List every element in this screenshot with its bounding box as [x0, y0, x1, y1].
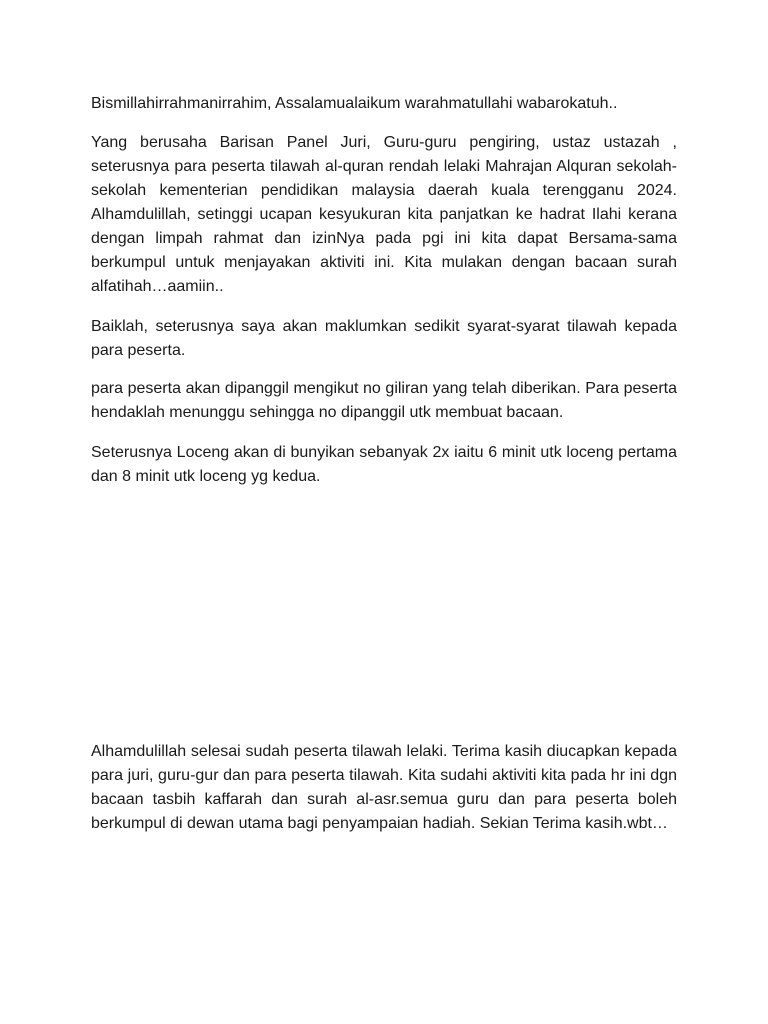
paragraph-opening: Yang berusaha Barisan Panel Juri, Guru-guru pengiring, ustaz ustazah , seterusnya para peserta tilawah al-quran rendah lelaki Mahrajan Alquran sekolah-sekolah kementerian pendidikan malaysia daerah kuala terengganu 2024. Alhamdulillah, setinggi ucapan kesyukuran kita panjatkan ke hadrat Ilahi kerana dengan limpah rahmat dan izinNya pada pgi ini kita dapat Bersama-sama berkumpul untuk menjayakan aktiviti ini. Kita mulakan dengan bacaan surah alfatihah…aamiin..: [91, 134, 677, 295]
paragraph-rule-bell: Seterusnya Loceng akan di bunyikan sebanyak 2x iaitu 6 minit utk loceng pertama dan 8 minit utk loceng yg kedua.: [91, 444, 677, 485]
paragraph-rules-intro: Baiklah, seterusnya saya akan maklumkan sedikit syarat-syarat tilawah kepada para peserta.: [91, 318, 677, 359]
paragraph-closing: Alhamdulillah selesai sudah peserta tilawah lelaki. Terima kasih diucapkan kepada para juri, guru-gur dan para peserta tilawah. Kita sudahi aktiviti kita pada hr ini dgn bacaan tasbih kaffarah dan surah al-asr.semua guru dan para peserta boleh berkumpul di dewan utama bagi penyampaian hadiah. Sekian Terima kasih.wbt…: [91, 743, 677, 832]
paragraph-greeting: Bismillahirrahmanirrahim, Assalamualaikum warahmatullahi wabarokatuh..: [91, 95, 618, 112]
paragraph-rule-turns: para peserta akan dipanggil mengikut no giliran yang telah diberikan. Para peserta hendaklah menunggu sehingga no dipanggil utk membuat bacaan.: [91, 380, 677, 421]
